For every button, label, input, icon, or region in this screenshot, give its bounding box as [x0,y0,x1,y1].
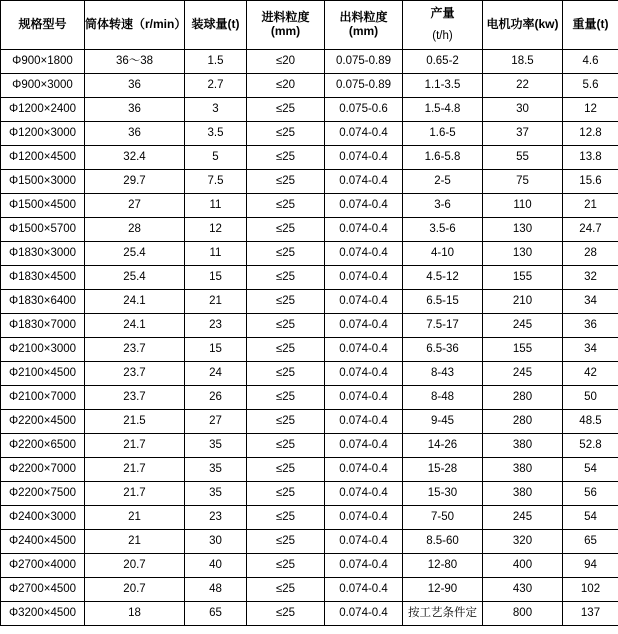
cell-feed-size: ≤25 [247,338,325,362]
cell-feed-size: ≤25 [247,170,325,194]
cell-discharge-size: 0.074-0.4 [325,218,403,242]
cell-ball-load: 11 [185,194,247,218]
cell-shell-speed: 23.7 [85,362,185,386]
cell-discharge-size: 0.074-0.4 [325,458,403,482]
table-row [1,386,618,410]
cell-weight: 54 [563,458,618,482]
cell-weight: 56 [563,482,618,506]
cell-ball-load: 12 [185,218,247,242]
cell-model: Φ1200×3000 [1,122,85,146]
cell-feed-size: ≤25 [247,290,325,314]
cell-ball-load: 30 [185,530,247,554]
cell-motor-power: 380 [483,458,563,482]
cell-model: Φ1830×7000 [1,314,85,338]
cell-ball-load: 23 [185,314,247,338]
cell-motor-power: 210 [483,290,563,314]
table-row [1,506,618,530]
table-body [1,50,618,626]
cell-weight: 4.6 [563,50,618,74]
cell-motor-power: 245 [483,362,563,386]
cell-weight: 48.5 [563,410,618,434]
cell-feed-size: ≤25 [247,530,325,554]
cell-shell-speed: 36 [85,74,185,98]
cell-discharge-size: 0.074-0.4 [325,410,403,434]
cell-output: 1.1-3.5 [403,74,483,98]
cell-shell-speed: 21.7 [85,434,185,458]
header-output-unit: (t/h) [432,29,453,42]
cell-motor-power: 280 [483,410,563,434]
cell-weight: 32 [563,266,618,290]
cell-ball-load: 35 [185,482,247,506]
header-row [1,1,618,50]
cell-shell-speed: 21.7 [85,482,185,506]
cell-output: 12-80 [403,554,483,578]
cell-weight: 12.8 [563,122,618,146]
cell-model: Φ2200×6500 [1,434,85,458]
cell-weight: 102 [563,578,618,602]
cell-output: 6.5-15 [403,290,483,314]
cell-ball-load: 7.5 [185,170,247,194]
cell-shell-speed: 18 [85,602,185,626]
cell-shell-speed: 21 [85,530,185,554]
cell-feed-size: ≤25 [247,554,325,578]
cell-discharge-size: 0.074-0.4 [325,362,403,386]
table-row [1,338,618,362]
cell-weight: 54 [563,506,618,530]
cell-feed-size: ≤25 [247,386,325,410]
table-row [1,74,618,98]
cell-output: 1.6-5.8 [403,146,483,170]
cell-feed-size: ≤25 [247,194,325,218]
cell-model: Φ2100×7000 [1,386,85,410]
cell-ball-load: 35 [185,434,247,458]
cell-motor-power: 155 [483,266,563,290]
cell-shell-speed: 21.5 [85,410,185,434]
table-row [1,290,618,314]
cell-model: Φ1200×2400 [1,98,85,122]
cell-discharge-size: 0.074-0.4 [325,482,403,506]
cell-output: 4.5-12 [403,266,483,290]
cell-motor-power: 155 [483,338,563,362]
cell-shell-speed: 36～38 [85,50,185,74]
cell-model: Φ2400×3000 [1,506,85,530]
cell-output: 14-26 [403,434,483,458]
table-row [1,410,618,434]
cell-shell-speed: 21 [85,506,185,530]
cell-discharge-size: 0.074-0.4 [325,434,403,458]
cell-discharge-size: 0.074-0.4 [325,242,403,266]
cell-weight: 12 [563,98,618,122]
cell-output: 0.65-2 [403,50,483,74]
cell-discharge-size: 0.074-0.4 [325,266,403,290]
cell-output: 2-5 [403,170,483,194]
cell-model: Φ1830×3000 [1,242,85,266]
cell-shell-speed: 32.4 [85,146,185,170]
cell-weight: 15.6 [563,170,618,194]
cell-discharge-size: 0.074-0.4 [325,122,403,146]
cell-feed-size: ≤25 [247,506,325,530]
cell-weight: 28 [563,242,618,266]
cell-shell-speed: 20.7 [85,578,185,602]
table-row [1,362,618,386]
cell-weight: 52.8 [563,434,618,458]
cell-output: 8-48 [403,386,483,410]
cell-ball-load: 35 [185,458,247,482]
cell-feed-size: ≤25 [247,410,325,434]
cell-ball-load: 27 [185,410,247,434]
cell-shell-speed: 25.4 [85,242,185,266]
cell-ball-load: 11 [185,242,247,266]
cell-motor-power: 130 [483,218,563,242]
cell-ball-load: 2.7 [185,74,247,98]
cell-feed-size: ≤25 [247,266,325,290]
cell-feed-size: ≤25 [247,458,325,482]
cell-motor-power: 400 [483,554,563,578]
header-weight: 重量(t) [563,1,618,50]
cell-weight: 13.8 [563,146,618,170]
cell-weight: 50 [563,386,618,410]
header-output [403,1,483,50]
cell-shell-speed: 20.7 [85,554,185,578]
cell-weight: 34 [563,290,618,314]
cell-feed-size: ≤25 [247,434,325,458]
header-ball-load: 装球量(t) [185,1,247,50]
table-row [1,578,618,602]
cell-feed-size: ≤25 [247,146,325,170]
cell-ball-load: 3.5 [185,122,247,146]
cell-model: Φ900×1800 [1,50,85,74]
cell-ball-load: 5 [185,146,247,170]
cell-feed-size: ≤20 [247,74,325,98]
header-output-title: 产量 [430,5,455,20]
cell-shell-speed: 36 [85,122,185,146]
table-row [1,554,618,578]
cell-motor-power: 37 [483,122,563,146]
cell-motor-power: 320 [483,530,563,554]
cell-weight: 65 [563,530,618,554]
cell-output: 6.5-36 [403,338,483,362]
cell-output: 9-45 [403,410,483,434]
table-row [1,434,618,458]
cell-ball-load: 23 [185,506,247,530]
cell-output: 15-28 [403,458,483,482]
cell-discharge-size: 0.074-0.4 [325,314,403,338]
cell-motor-power: 380 [483,434,563,458]
cell-ball-load: 26 [185,386,247,410]
table-row [1,458,618,482]
table-row [1,218,618,242]
cell-feed-size: ≤25 [247,242,325,266]
cell-discharge-size: 0.075-0.6 [325,98,403,122]
cell-feed-size: ≤25 [247,362,325,386]
cell-output: 15-30 [403,482,483,506]
cell-feed-size: ≤25 [247,602,325,626]
header-shell-speed: 筒体转速（r/min） [85,1,185,50]
cell-feed-size: ≤25 [247,314,325,338]
cell-discharge-size: 0.075-0.89 [325,50,403,74]
cell-model: Φ1500×3000 [1,170,85,194]
cell-model: Φ900×3000 [1,74,85,98]
cell-discharge-size: 0.074-0.4 [325,386,403,410]
table-row [1,482,618,506]
cell-discharge-size: 0.074-0.4 [325,170,403,194]
cell-model: Φ3200×4500 [1,602,85,626]
cell-shell-speed: 29.7 [85,170,185,194]
cell-ball-load: 3 [185,98,247,122]
cell-output: 按工艺条件定 [403,602,483,626]
cell-model: Φ1500×5700 [1,218,85,242]
cell-output: 7.5-17 [403,314,483,338]
cell-motor-power: 30 [483,98,563,122]
cell-motor-power: 75 [483,170,563,194]
table-row [1,122,618,146]
table-row [1,314,618,338]
cell-shell-speed: 36 [85,98,185,122]
cell-motor-power: 430 [483,578,563,602]
cell-motor-power: 280 [483,386,563,410]
cell-output: 1.6-5 [403,122,483,146]
cell-feed-size: ≤25 [247,578,325,602]
cell-model: Φ2200×7500 [1,482,85,506]
cell-motor-power: 130 [483,242,563,266]
cell-model: Φ1500×4500 [1,194,85,218]
cell-discharge-size: 0.075-0.89 [325,74,403,98]
cell-discharge-size: 0.074-0.4 [325,530,403,554]
cell-weight: 24.7 [563,218,618,242]
cell-motor-power: 380 [483,482,563,506]
header-model: 规格型号 [1,1,85,50]
cell-discharge-size: 0.074-0.4 [325,554,403,578]
cell-weight: 94 [563,554,618,578]
cell-discharge-size: 0.074-0.4 [325,578,403,602]
cell-ball-load: 48 [185,578,247,602]
table-row [1,170,618,194]
cell-output: 7-50 [403,506,483,530]
cell-feed-size: ≤25 [247,98,325,122]
cell-motor-power: 245 [483,314,563,338]
cell-shell-speed: 23.7 [85,386,185,410]
cell-shell-speed: 25.4 [85,266,185,290]
cell-discharge-size: 0.074-0.4 [325,290,403,314]
table-row [1,98,618,122]
cell-ball-load: 21 [185,290,247,314]
cell-weight: 34 [563,338,618,362]
cell-shell-speed: 28 [85,218,185,242]
cell-discharge-size: 0.074-0.4 [325,194,403,218]
cell-output: 8-43 [403,362,483,386]
cell-feed-size: ≤25 [247,122,325,146]
table-header [1,1,618,50]
cell-ball-load: 15 [185,338,247,362]
table-row [1,50,618,74]
cell-shell-speed: 21.7 [85,458,185,482]
cell-shell-speed: 24.1 [85,314,185,338]
table-row [1,146,618,170]
header-feed-size: 进料粒度(mm) [247,1,325,50]
cell-discharge-size: 0.074-0.4 [325,602,403,626]
cell-model: Φ1200×4500 [1,146,85,170]
table-row [1,266,618,290]
cell-model: Φ2100×3000 [1,338,85,362]
table-row [1,242,618,266]
cell-shell-speed: 23.7 [85,338,185,362]
cell-weight: 42 [563,362,618,386]
table-row [1,530,618,554]
header-discharge-size: 出料粒度(mm) [325,1,403,50]
cell-shell-speed: 27 [85,194,185,218]
cell-model: Φ2200×4500 [1,410,85,434]
cell-motor-power: 800 [483,602,563,626]
cell-feed-size: ≤20 [247,50,325,74]
table-row [1,602,618,626]
cell-model: Φ2400×4500 [1,530,85,554]
cell-ball-load: 65 [185,602,247,626]
cell-model: Φ1830×6400 [1,290,85,314]
cell-weight: 36 [563,314,618,338]
cell-output: 3-6 [403,194,483,218]
cell-ball-load: 1.5 [185,50,247,74]
cell-model: Φ2700×4000 [1,554,85,578]
cell-motor-power: 245 [483,506,563,530]
cell-output: 3.5-6 [403,218,483,242]
cell-feed-size: ≤25 [247,218,325,242]
cell-motor-power: 18.5 [483,50,563,74]
cell-weight: 5.6 [563,74,618,98]
cell-ball-load: 40 [185,554,247,578]
cell-model: Φ1830×4500 [1,266,85,290]
cell-discharge-size: 0.074-0.4 [325,506,403,530]
table-row [1,194,618,218]
cell-ball-load: 24 [185,362,247,386]
cell-shell-speed: 24.1 [85,290,185,314]
cell-output: 1.5-4.8 [403,98,483,122]
cell-discharge-size: 0.074-0.4 [325,338,403,362]
cell-motor-power: 22 [483,74,563,98]
cell-discharge-size: 0.074-0.4 [325,146,403,170]
cell-ball-load: 15 [185,266,247,290]
cell-model: Φ2100×4500 [1,362,85,386]
header-motor-power: 电机功率(kw) [483,1,563,50]
cell-motor-power: 110 [483,194,563,218]
cell-output: 12-90 [403,578,483,602]
cell-weight: 21 [563,194,618,218]
cell-output: 4-10 [403,242,483,266]
cell-output: 8.5-60 [403,530,483,554]
cell-motor-power: 55 [483,146,563,170]
cell-model: Φ2700×4500 [1,578,85,602]
cell-weight: 137 [563,602,618,626]
cell-model: Φ2200×7000 [1,458,85,482]
cell-feed-size: ≤25 [247,482,325,506]
